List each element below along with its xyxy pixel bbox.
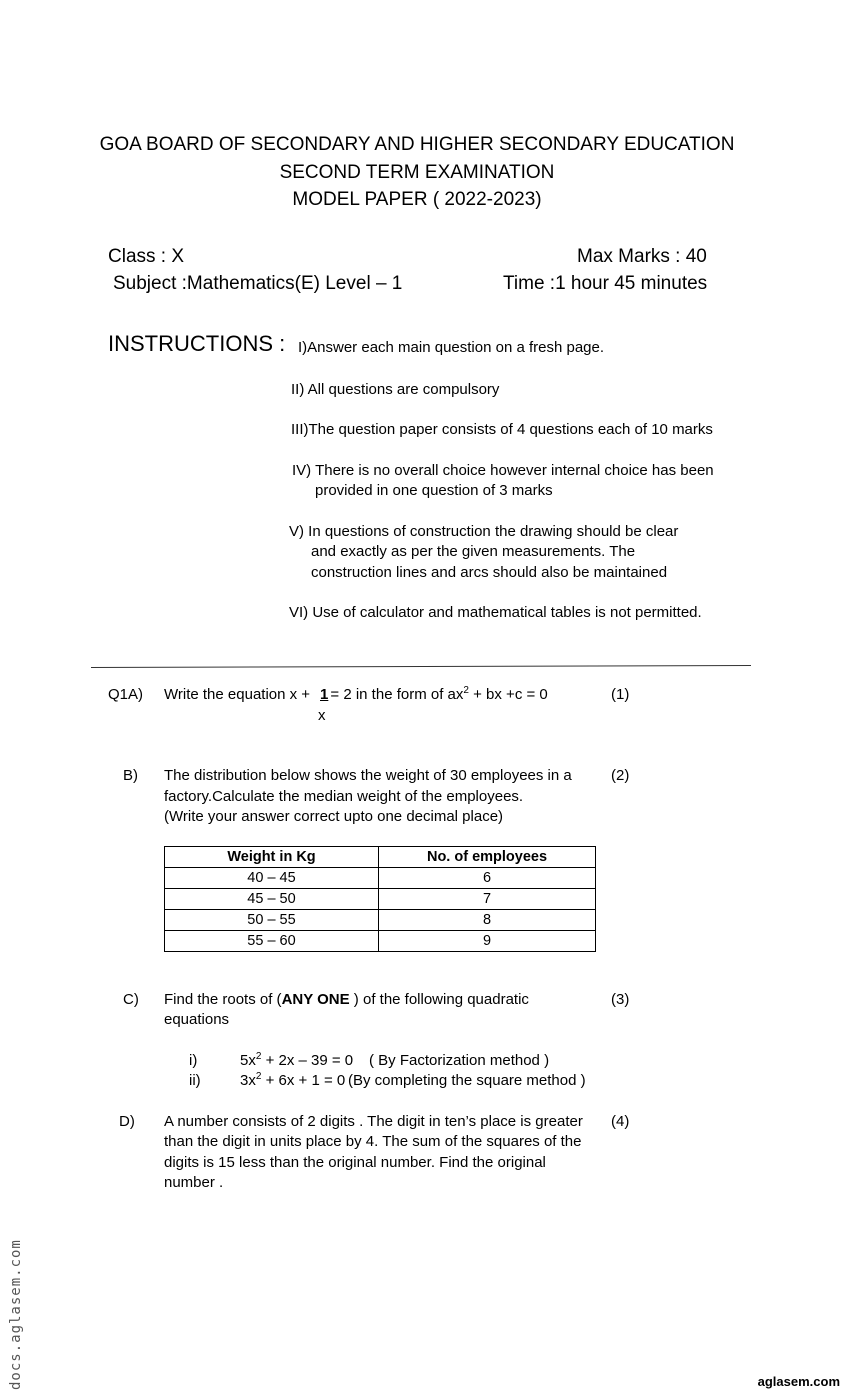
question-text-line: than the digit in units place by 4. The sum of the squares of the bbox=[164, 1133, 582, 1150]
table-cell: 6 bbox=[379, 868, 596, 889]
section-divider bbox=[91, 665, 751, 668]
table-header-cell: No. of employees bbox=[379, 847, 596, 868]
question-text-line: digits is 15 less than the original number. Find the original bbox=[164, 1154, 546, 1171]
time-label: Time :1 hour 45 minutes bbox=[503, 273, 708, 294]
table-cell: 8 bbox=[379, 910, 596, 931]
table-cell: 40 – 45 bbox=[165, 868, 379, 889]
marks: (1) bbox=[611, 686, 630, 703]
table-cell: 55 – 60 bbox=[165, 931, 379, 952]
question-label: Q1A) bbox=[108, 686, 144, 703]
question-text-line: number . bbox=[164, 1174, 224, 1191]
question-label: B) bbox=[123, 767, 138, 784]
equation-part: 5x bbox=[240, 1052, 256, 1069]
instruction-item: provided in one question of 3 marks bbox=[315, 482, 553, 499]
question-text-line bbox=[164, 990, 529, 1011]
board-title: GOA BOARD OF SECONDARY AND HIGHER SECONDARY EDUCATION bbox=[99, 134, 735, 155]
distribution-table bbox=[164, 846, 596, 952]
table-row bbox=[165, 910, 596, 931]
equation-part: + 2x – 39 = 0 bbox=[261, 1052, 354, 1069]
instruction-item: V) In questions of construction the drawing should be clear bbox=[289, 523, 679, 540]
text-part: ) of the following quadratic bbox=[349, 991, 529, 1008]
marks: (2) bbox=[611, 767, 630, 784]
question-text-line: equations bbox=[164, 1011, 230, 1028]
exam-title: SECOND TERM EXAMINATION bbox=[279, 162, 555, 183]
instruction-item: construction lines and arcs should also be maintained bbox=[311, 564, 668, 581]
table-cell: 9 bbox=[379, 931, 596, 952]
paper-title: MODEL PAPER ( 2022-2023) bbox=[292, 189, 542, 210]
option-equation bbox=[240, 1071, 345, 1092]
table-cell: 50 – 55 bbox=[165, 910, 379, 931]
watermark-url: docs.aglasem.com bbox=[8, 1239, 24, 1390]
instruction-item: II) All questions are compulsory bbox=[291, 381, 500, 398]
text-part: Find the roots of ( bbox=[164, 991, 282, 1008]
fraction-denominator: x bbox=[318, 707, 326, 724]
class-label: Class : X bbox=[108, 246, 185, 267]
table-cell: 45 – 50 bbox=[165, 889, 379, 910]
exponent: 2 bbox=[463, 685, 469, 696]
option-equation bbox=[240, 1051, 353, 1072]
table-row bbox=[165, 889, 596, 910]
subject-label: Subject :Mathematics(E) Level – 1 bbox=[113, 273, 403, 294]
question-label: C) bbox=[123, 991, 139, 1008]
exponent: 2 bbox=[255, 1071, 262, 1082]
question-text-line: factory.Calculate the median weight of the employees. bbox=[164, 788, 524, 805]
brand-link[interactable]: aglasem.com bbox=[757, 1374, 840, 1389]
option-method: ( By Factorization method ) bbox=[369, 1052, 550, 1069]
option-method: (By completing the square method ) bbox=[348, 1072, 586, 1089]
equation-part: + 6x + 1 = 0 bbox=[261, 1072, 346, 1089]
table-header-row bbox=[165, 847, 596, 868]
instruction-item: I)Answer each main question on a fresh page. bbox=[298, 339, 605, 356]
instruction-item: and exactly as per the given measurements. The bbox=[311, 543, 636, 560]
option-number: ii) bbox=[189, 1072, 201, 1089]
emphasis: ANY ONE bbox=[281, 991, 350, 1008]
marks: (3) bbox=[611, 991, 630, 1008]
equation-part: = 2 in the form of ax bbox=[326, 686, 464, 703]
instruction-item: III)The question paper consists of 4 questions each of 10 marks bbox=[291, 421, 713, 438]
equation-part: + bx +c = 0 bbox=[468, 686, 548, 703]
equation-part: Write the equation x + bbox=[164, 686, 315, 703]
option-number: i) bbox=[189, 1052, 198, 1069]
question-label: D) bbox=[119, 1113, 135, 1130]
table-row bbox=[165, 868, 596, 889]
fraction-numerator: 1 bbox=[320, 686, 329, 703]
table-header-cell: Weight in Kg bbox=[165, 847, 379, 868]
question-text-line: (Write your answer correct upto one decimal place) bbox=[164, 808, 504, 825]
instructions-heading: INSTRUCTIONS : bbox=[108, 331, 286, 356]
marks: (4) bbox=[611, 1113, 630, 1130]
question-text-line: The distribution below shows the weight of 30 employees in a bbox=[164, 767, 572, 784]
equation-part: 3x bbox=[240, 1072, 256, 1089]
max-marks: Max Marks : 40 bbox=[577, 246, 707, 267]
table-cell: 7 bbox=[379, 889, 596, 910]
instruction-item: IV) There is no overall choice however internal choice has been bbox=[292, 462, 714, 479]
table-row bbox=[165, 931, 596, 952]
instruction-item: VI) Use of calculator and mathematical tables is not permitted. bbox=[289, 604, 702, 621]
question-text bbox=[164, 685, 548, 706]
exponent: 2 bbox=[255, 1051, 262, 1062]
question-text-line: A number consists of 2 digits . The digit in ten’s place is greater bbox=[164, 1113, 583, 1130]
